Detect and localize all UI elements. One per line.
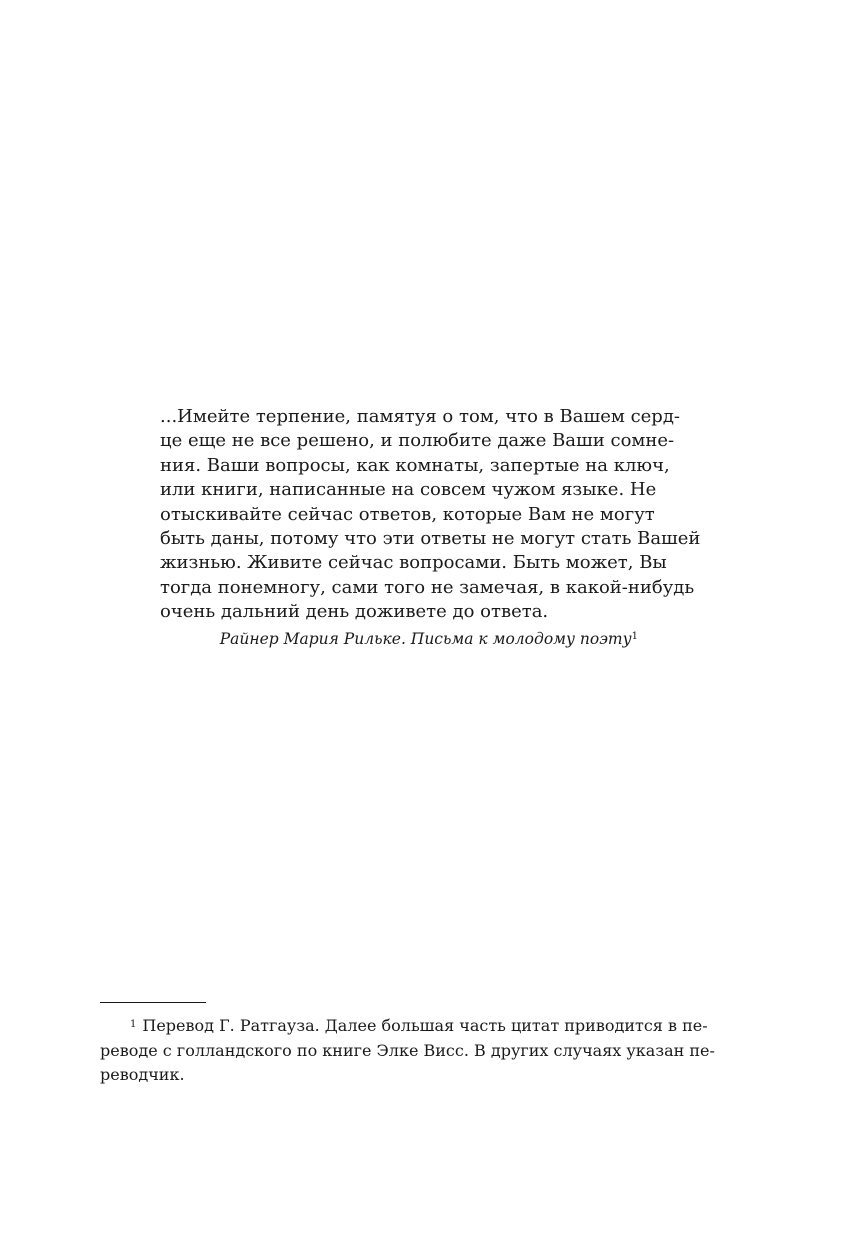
epigraph-line: жизнью. Живите сейчас вопросами. Быть может, Вы <box>160 552 667 574</box>
epigraph-line: тогда понемногу, сами того не замечая, в какой-нибудь <box>160 576 695 598</box>
footnote-line <box>100 1014 708 1039</box>
footnote-line: реводчик. <box>100 1065 185 1084</box>
epigraph-line: очень дальний день доживете до ответа. <box>160 601 549 623</box>
epigraph-attribution <box>160 628 638 650</box>
epigraph-line: быть даны, потому что эти ответы не могут стать Вашей <box>160 528 701 550</box>
footnote-line: реводе с голландского по книге Элке Висс. В других случаях указан пе- <box>100 1040 715 1060</box>
epigraph-line: или книги, написанные на совсем чужом языке. Не <box>160 479 657 501</box>
epigraph-line: отыскивайте сейчас ответов, которые Вам не могут <box>160 503 655 525</box>
footnote-divider <box>100 1002 206 1003</box>
epigraph-block <box>160 405 701 650</box>
footnote-text: Перевод Г. Ратгауза. Далее большая часть цитат приводится в пе- <box>142 1016 708 1035</box>
footnote-reference[interactable]: 1 <box>631 630 638 642</box>
attribution-text: Райнер Мария Рильке. Письма к молодому поэту <box>219 629 632 648</box>
epigraph-line: ния. Ваши вопросы, как комнаты, запертые на ключ, <box>160 454 670 476</box>
footnote <box>100 1014 715 1088</box>
epigraph-line: це еще не все решено, и полюбите даже Ваши сомне- <box>160 430 675 452</box>
epigraph-line: ...Имейте терпение, памятуя о том, что в Вашем серд- <box>160 406 680 427</box>
footnote-marker: 1 <box>130 1019 137 1030</box>
